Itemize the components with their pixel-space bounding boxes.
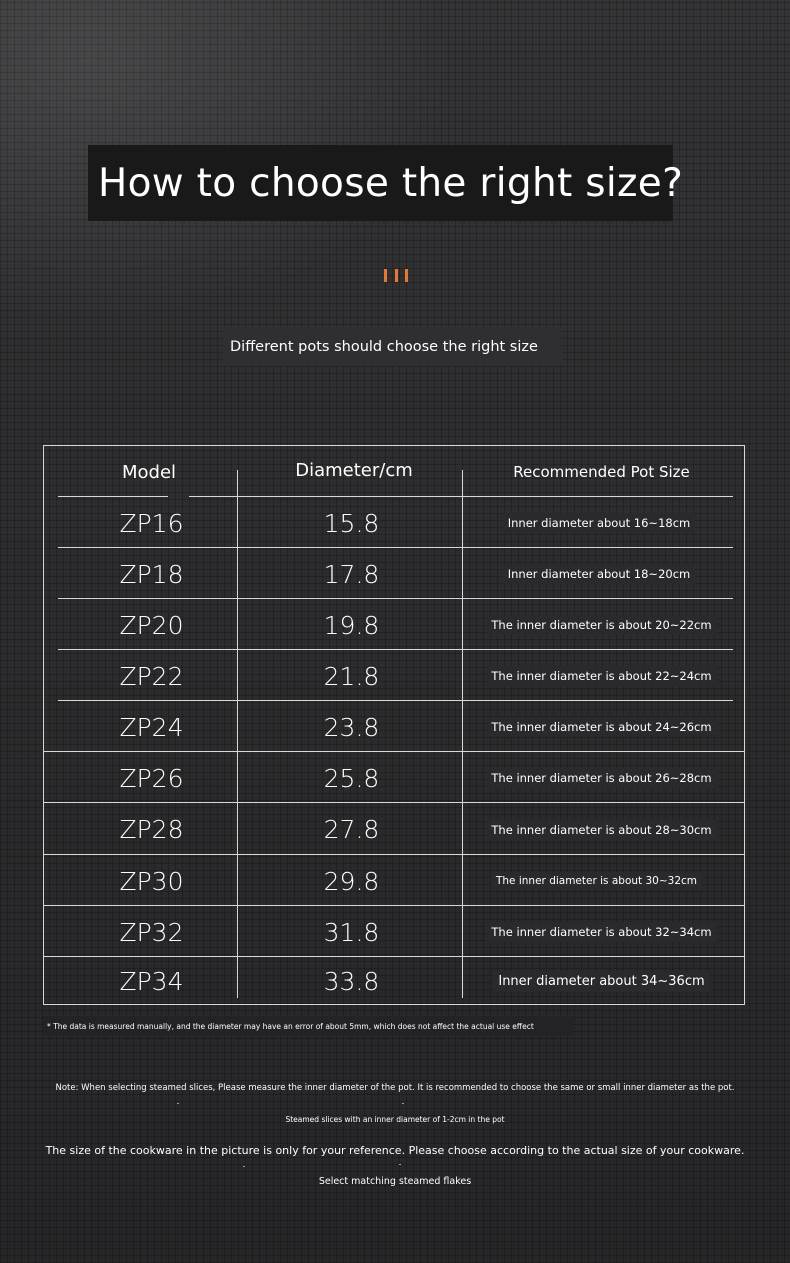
diameter-cell: 21.8 bbox=[323, 661, 380, 691]
header-diameter: Diameter/cm bbox=[295, 459, 413, 481]
model-cell: ZP22 bbox=[119, 661, 184, 691]
separator-dot bbox=[243, 1166, 245, 1167]
diameter-cell: 33.8 bbox=[323, 966, 380, 996]
table-row bbox=[44, 907, 744, 957]
model-cell: ZP26 bbox=[119, 763, 184, 793]
model-cell: ZP16 bbox=[119, 508, 184, 538]
recommended-text: The inner diameter is about 22~24cm bbox=[486, 666, 716, 686]
diameter-cell: 25.8 bbox=[323, 763, 380, 793]
recommended-cell bbox=[474, 549, 724, 599]
accent-bar bbox=[395, 269, 398, 282]
table-row bbox=[44, 702, 744, 752]
diameter-cell: 29.8 bbox=[323, 866, 380, 896]
accent-bar bbox=[384, 269, 387, 282]
diameter-cell: 19.8 bbox=[323, 610, 380, 640]
table-row bbox=[44, 549, 744, 599]
measurement-footnote: * The data is measured manually, and the diameter may have an error of about 5mm, which does not affect the actual use effect bbox=[43, 1016, 573, 1036]
note-steamed-slices: Steamed slices with an inner diameter of 1-2cm in the pot bbox=[285, 1115, 505, 1124]
recommended-cell bbox=[474, 958, 729, 1004]
recommended-cell bbox=[474, 651, 729, 701]
model-cell: ZP30 bbox=[119, 866, 184, 896]
diameter-cell: 31.8 bbox=[323, 917, 380, 947]
recommended-text: Inner diameter about 34~36cm bbox=[493, 971, 709, 992]
model-cell: ZP18 bbox=[119, 559, 184, 589]
accent-bars-decoration bbox=[384, 269, 408, 282]
table-row bbox=[44, 498, 744, 548]
size-table bbox=[43, 445, 745, 1005]
recommended-text: The inner diameter is about 30~32cm bbox=[491, 872, 702, 890]
recommended-cell bbox=[474, 753, 729, 803]
recommended-text: Inner diameter about 18~20cm bbox=[503, 564, 695, 584]
model-cell: ZP24 bbox=[119, 712, 184, 742]
model-cell: ZP32 bbox=[119, 917, 184, 947]
separator-dot bbox=[402, 1103, 404, 1104]
note-reference-size: The size of the cookware in the picture is only for your reference. Please choose according to the actual size of your cookware. bbox=[45, 1144, 745, 1157]
diameter-cell: 15.8 bbox=[323, 508, 380, 538]
accent-bar bbox=[405, 269, 408, 282]
recommended-cell bbox=[474, 702, 729, 752]
recommended-cell bbox=[474, 856, 719, 906]
subtitle: Different pots should choose the right size bbox=[230, 338, 538, 355]
diameter-cell: 23.8 bbox=[323, 712, 380, 742]
recommended-text: The inner diameter is about 32~34cm bbox=[486, 922, 716, 942]
recommended-text: The inner diameter is about 20~22cm bbox=[486, 615, 716, 635]
table-row bbox=[44, 804, 744, 855]
recommended-text: The inner diameter is about 28~30cm bbox=[486, 820, 716, 840]
separator-dot bbox=[399, 1164, 401, 1165]
model-cell: ZP34 bbox=[119, 966, 184, 996]
diameter-cell: 27.8 bbox=[323, 815, 380, 844]
recommended-cell bbox=[474, 804, 729, 855]
page-title: How to choose the right size? bbox=[98, 160, 684, 206]
model-cell: ZP28 bbox=[119, 815, 184, 844]
separator-dot bbox=[177, 1103, 179, 1104]
table-row bbox=[44, 958, 744, 1004]
recommended-text: Inner diameter about 16~18cm bbox=[503, 513, 695, 533]
diameter-cell: 17.8 bbox=[323, 559, 380, 589]
table-row bbox=[44, 856, 744, 906]
table-row bbox=[44, 600, 744, 650]
recommended-cell bbox=[474, 907, 729, 957]
note-measure-inner-diameter: Note: When selecting steamed slices, Please measure the inner diameter of the pot. It is recommended to choose the same or small inner diameter as the pot. bbox=[55, 1083, 735, 1093]
recommended-text: The inner diameter is about 26~28cm bbox=[486, 768, 716, 788]
title-banner bbox=[88, 145, 684, 221]
header-recommended: Recommended Pot Size bbox=[513, 463, 690, 481]
subtitle-banner bbox=[223, 327, 562, 366]
recommended-text: The inner diameter is about 24~26cm bbox=[486, 717, 716, 737]
model-cell: ZP20 bbox=[119, 610, 184, 640]
recommended-cell bbox=[474, 498, 724, 548]
table-row bbox=[44, 651, 744, 701]
note-select-flakes: Select matching steamed flakes bbox=[318, 1176, 472, 1187]
header-model: Model bbox=[121, 461, 177, 483]
table-row bbox=[44, 753, 744, 803]
recommended-cell bbox=[474, 600, 729, 650]
